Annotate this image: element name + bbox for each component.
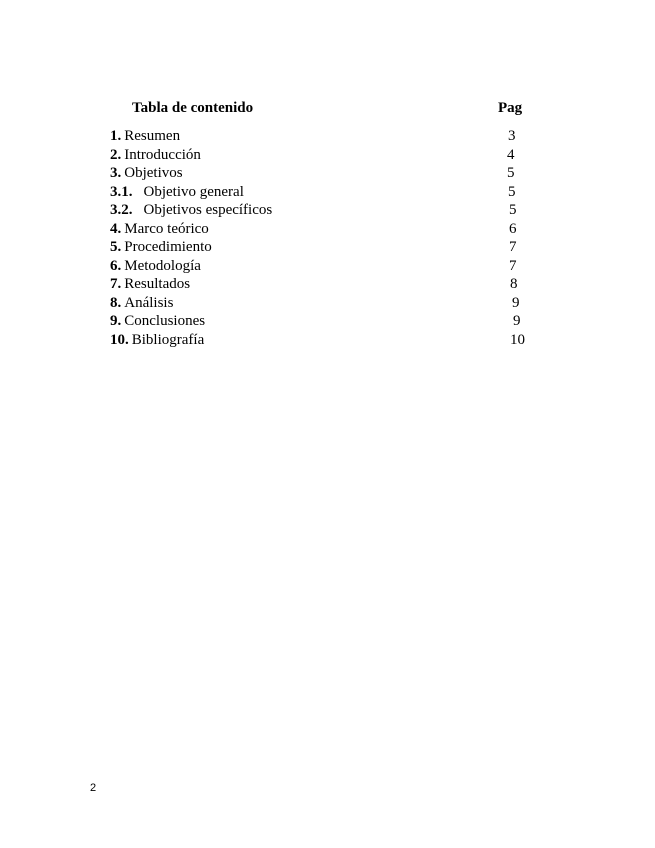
- toc-entry-page: 4: [507, 146, 515, 163]
- toc-entry-page: 10: [510, 331, 525, 348]
- page-number: 2: [90, 782, 97, 794]
- toc-entry-label: Resumen: [124, 128, 181, 144]
- toc-entry-label: Objetivos específicos: [143, 202, 273, 218]
- toc-entry-label: Introducción: [124, 146, 201, 163]
- toc-entry-label: Metodología: [124, 257, 201, 274]
- toc-entry-label: Objetivo general: [143, 183, 244, 200]
- toc-entry-page: 9: [512, 294, 520, 311]
- toc-entry-number: 3.: [110, 165, 122, 181]
- toc-entry-introduccion[interactable]: [110, 146, 515, 165]
- toc-entry-objetivo-general[interactable]: [110, 183, 516, 202]
- toc-entry-page: 5: [509, 202, 517, 218]
- toc-entry-objetivos-especificos[interactable]: [110, 201, 517, 220]
- toc-entry-page: 6: [509, 220, 517, 237]
- toc-entry-label: Conclusiones: [124, 313, 206, 329]
- toc-entry-bibliografia[interactable]: [110, 331, 525, 350]
- toc-entry-number: 3.2.: [110, 202, 133, 218]
- toc-entry-number: 1.: [110, 128, 122, 144]
- toc-entry-label: Marco teórico: [124, 220, 209, 237]
- toc-entry-label: Bibliografía: [131, 331, 205, 348]
- toc-entry-label: Resultados: [124, 276, 191, 292]
- toc-page-column-header: Pag: [498, 100, 523, 116]
- toc-entry-number: 10.: [110, 331, 129, 348]
- toc-entry-objetivos[interactable]: [110, 164, 515, 183]
- toc-entry-number: 3.1.: [110, 183, 133, 200]
- toc-entry-metodologia[interactable]: [110, 257, 517, 276]
- toc-entry-page: 9: [513, 313, 521, 329]
- toc-entry-resumen[interactable]: [110, 127, 516, 146]
- toc-entry-label: Análisis: [124, 294, 174, 311]
- toc-entry-label: Procedimiento: [124, 239, 212, 255]
- toc-entry-number: 2.: [110, 146, 122, 163]
- toc-entry-number: 4.: [110, 220, 122, 237]
- toc-entry-number: 9.: [110, 313, 122, 329]
- toc-list: [110, 127, 525, 349]
- toc-entry-page: 5: [507, 165, 515, 181]
- table-of-contents: [110, 100, 540, 348]
- toc-entry-page: 3: [508, 128, 516, 144]
- toc-entry-conclusiones[interactable]: [110, 312, 521, 331]
- toc-entry-number: 8.: [110, 294, 122, 311]
- toc-entry-page: 8: [510, 276, 518, 292]
- toc-entry-number: 6.: [110, 257, 122, 274]
- toc-entry-page: 5: [508, 183, 516, 200]
- toc-entry-analisis[interactable]: [110, 294, 520, 313]
- toc-entry-label: Objetivos: [124, 165, 183, 181]
- toc-entry-procedimiento[interactable]: [110, 238, 517, 257]
- toc-header: [110, 100, 540, 120]
- toc-entry-marco-teorico[interactable]: [110, 220, 517, 239]
- toc-entry-resultados[interactable]: [110, 275, 518, 294]
- toc-entry-number: 5.: [110, 239, 122, 255]
- toc-entry-page: 7: [509, 257, 517, 274]
- toc-title: Tabla de contenido: [132, 100, 254, 116]
- toc-entry-page: 7: [509, 239, 517, 255]
- toc-entry-number: 7.: [110, 276, 122, 292]
